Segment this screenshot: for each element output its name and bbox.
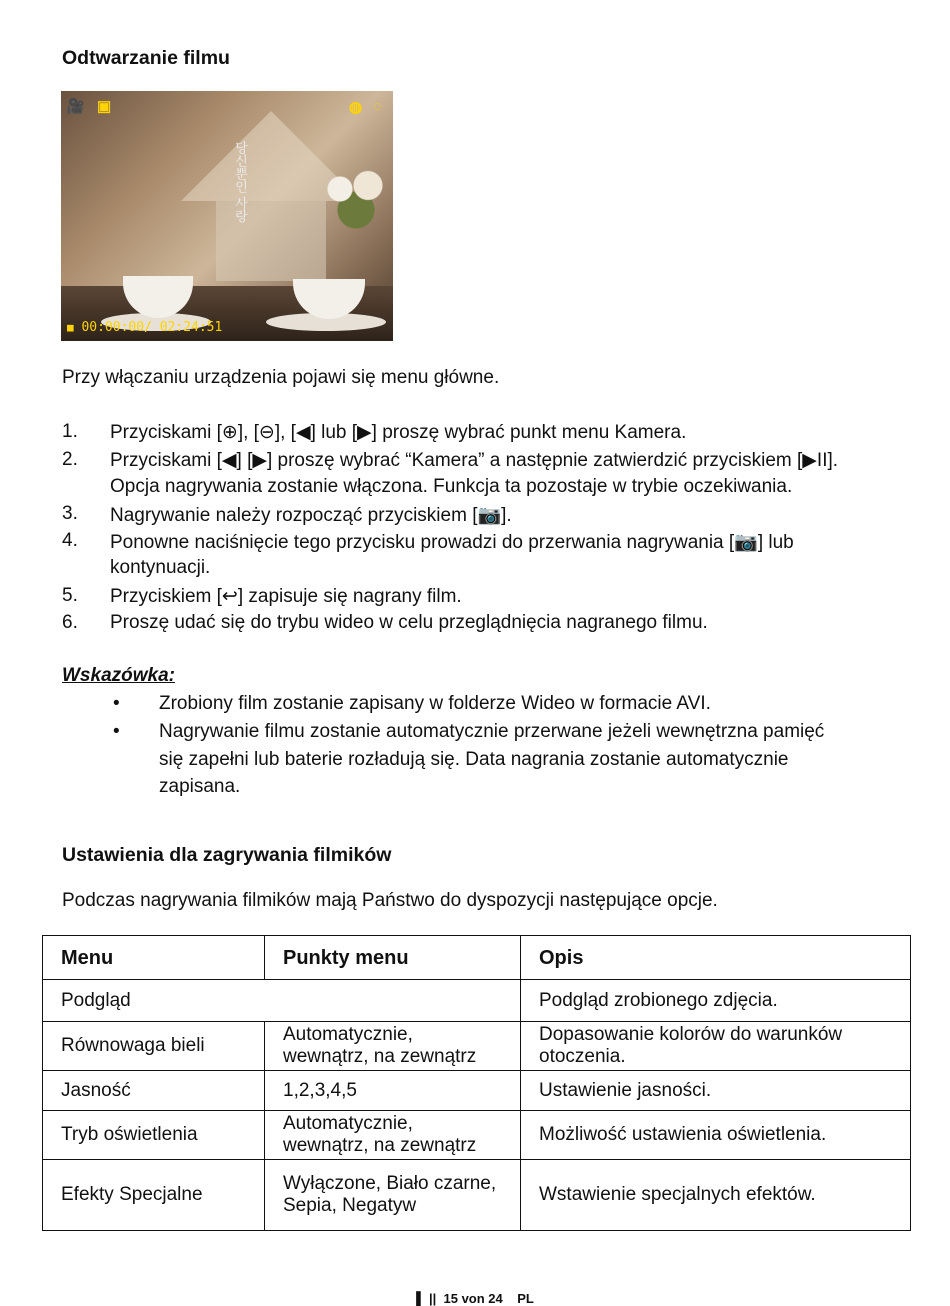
flash-icon: ◌ <box>373 98 382 115</box>
table-header: Menu <box>43 936 265 980</box>
battery-icon: ◍ <box>349 99 363 116</box>
options-table <box>42 935 911 1231</box>
table-row <box>43 980 911 1022</box>
table-cell: Dopasowanie kolorów do warunków otoczenia. <box>521 1022 911 1071</box>
video-timecode: ■ 00:00:00/ 02:24:51 <box>67 320 223 335</box>
table-header: Punkty menu <box>265 936 521 980</box>
language-code: PL <box>517 1291 534 1306</box>
table-cell: Ustawienie jasności. <box>521 1071 911 1111</box>
step-number: 6. <box>62 612 78 633</box>
step-number: 2. <box>62 449 78 470</box>
step-text: Proszę udać się do trybu wideo w celu przeglądnięcia nagranego filmu. <box>110 612 708 633</box>
step-text: Przyciskami [⊕], [⊖], [◀] lub [▶] proszę wybrać punkt menu Kamera. <box>110 422 687 443</box>
page-number: 15 von 24 <box>443 1291 503 1306</box>
hint-text: się zapełni lub baterie rozładują się. Data nagrania zostanie automatycznie <box>159 749 789 770</box>
hint-text: zapisana. <box>159 776 241 797</box>
hint-text: Nagrywanie filmu zostanie automatycznie przerwane jeżeli wewnętrzna pamięć <box>159 721 825 742</box>
step-text: Nagrywanie należy rozpocząć przyciskiem [📷]. <box>110 505 512 526</box>
table-cell: Podgląd <box>43 980 521 1022</box>
step-text: Opcja nagrywania zostanie włączona. Funkcja ta pozostaje w trybie oczekiwania. <box>110 476 793 497</box>
memory-icon: ▣ <box>97 98 112 115</box>
table-cell: Równowaga bieli <box>43 1022 265 1071</box>
settings-intro: Podczas nagrywania filmików mają Państwo do dyspozycji następujące opcje. <box>62 890 718 911</box>
table-row <box>43 1071 911 1111</box>
table-cell: Tryb oświetlenia <box>43 1111 265 1160</box>
video-overlay-text: 당신뿐인 사랑 <box>233 141 248 223</box>
step-text: Ponowne naciśnięcie tego przycisku prowadzi do przerwania nagrywania [📷] lub <box>110 532 794 553</box>
hint-text: Zrobiony film zostanie zapisany w folderze Wideo w formacie AVI. <box>159 693 711 714</box>
step-number: 5. <box>62 585 78 606</box>
hint-title: Wskazówka: <box>62 665 175 686</box>
step-number: 1. <box>62 421 78 442</box>
table-cell: Możliwość ustawienia oświetlenia. <box>521 1111 911 1160</box>
footer-marks: ▌ || <box>416 1291 437 1306</box>
step-number: 4. <box>62 530 78 551</box>
section-title-playback: Odtwarzanie filmu <box>62 47 230 69</box>
section-title-settings: Ustawienia dla zagrywania filmików <box>62 844 392 866</box>
intro-text: Przy włączaniu urządzenia pojawi się menu główne. <box>62 367 500 388</box>
table-cell: Wyłączone, Biało czarne, Sepia, Negatyw <box>265 1160 521 1231</box>
table-row <box>43 1111 911 1160</box>
table-cell: Wstawienie specjalnych efektów. <box>521 1160 911 1231</box>
step-text: Przyciskiem [↩] zapisuje się nagrany film. <box>110 586 462 607</box>
video-preview <box>61 91 393 341</box>
table-cell: Podgląd zrobionego zdjęcia. <box>521 980 911 1022</box>
step-number: 3. <box>62 503 78 524</box>
table-cell: 1,2,3,4,5 <box>265 1071 521 1111</box>
bullet-icon: • <box>113 693 120 714</box>
table-cell: Automatycznie, wewnątrz, na zewnątrz <box>265 1111 521 1160</box>
video-camera-icon: 🎥 <box>66 98 85 115</box>
page-footer <box>0 1291 950 1306</box>
table-header: Opis <box>521 936 911 980</box>
step-text: kontynuacji. <box>110 557 211 578</box>
table-cell: Efekty Specjalne <box>43 1160 265 1231</box>
table-header-row <box>43 936 911 980</box>
table-row <box>43 1160 911 1231</box>
table-cell: Jasność <box>43 1071 265 1111</box>
bullet-icon: • <box>113 721 120 742</box>
table-row <box>43 1022 911 1071</box>
step-text: Przyciskami [◀] [▶] proszę wybrać “Kamera” a następnie zatwierdzić przyciskiem [▶II]. <box>110 450 839 471</box>
table-cell: Automatycznie, wewnątrz, na zewnątrz <box>265 1022 521 1071</box>
